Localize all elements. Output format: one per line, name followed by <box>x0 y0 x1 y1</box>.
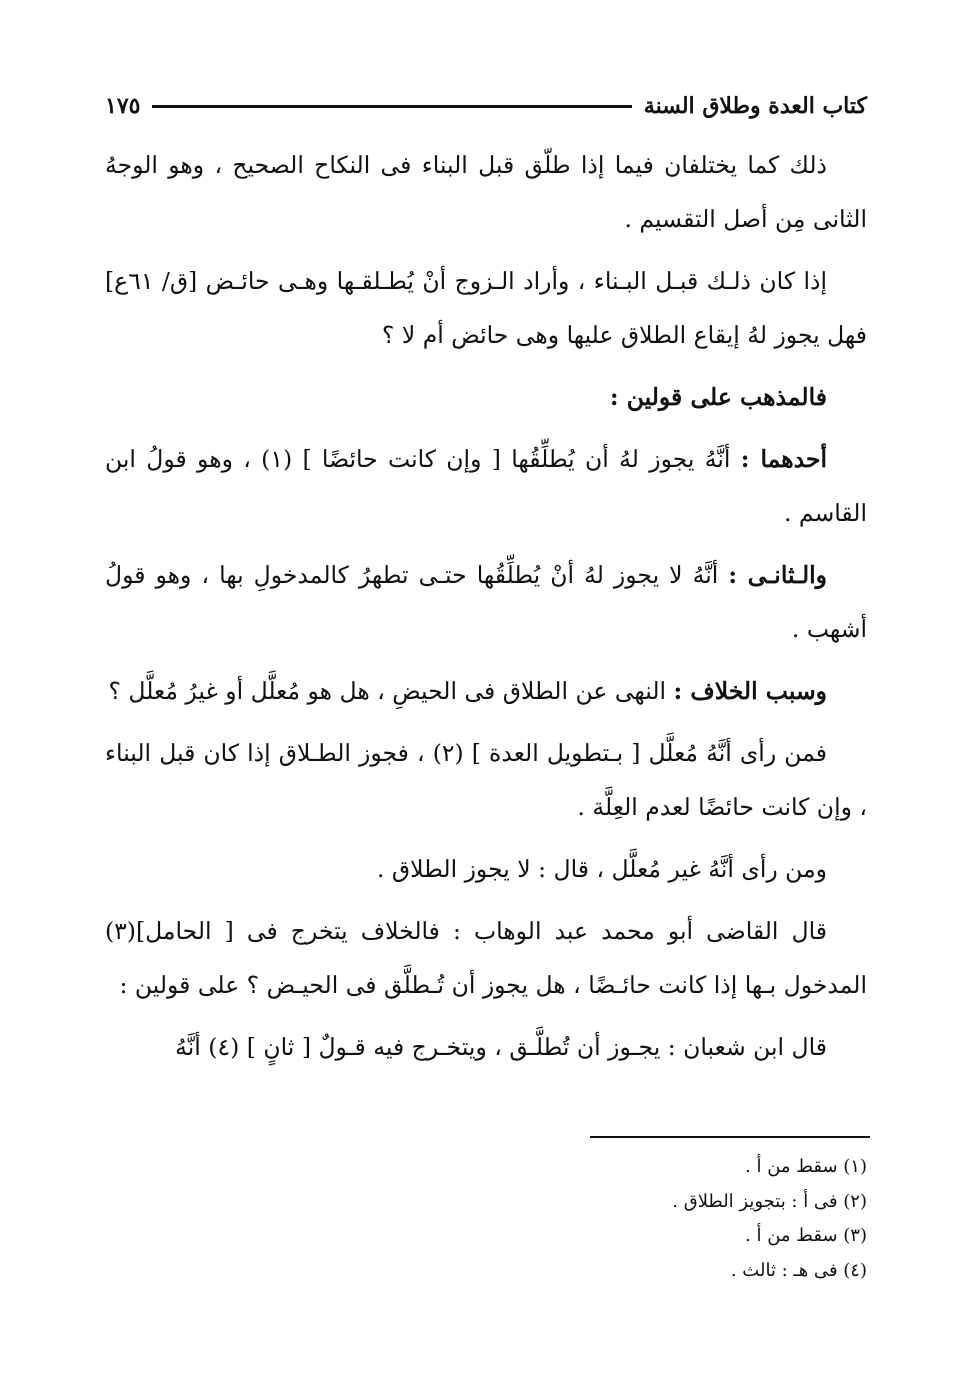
header-rule <box>152 105 631 108</box>
main-text <box>105 138 867 1082</box>
running-header <box>105 86 867 126</box>
paragraph: إذا كان ذلـك قبـل البـناء ، وأراد الـزوج أنْ يُطـلقـها وهـى حائـض [ق/ ٦١ع] فهل يجوز لهُ إيقاع الطلاق عليها وهى حائض أم لا ؟ <box>105 267 867 349</box>
paragraph-lead: والـثانـى : <box>728 561 827 589</box>
book-title: كتاب العدة وطلاق السنة <box>643 93 867 119</box>
page-number: ١٧٥ <box>105 93 141 119</box>
footnotes <box>105 1150 867 1288</box>
paragraph: فمن رأى أنَّهُ مُعلَّل [ بـتطويل العدة ] (٢) ، فجوز الطـلاق إذا كان قبل البناء ، وإن كانت حائضًا لعدم العِلَّة . <box>105 739 867 821</box>
paragraph-lead: وسبب الخلاف : <box>673 677 827 705</box>
footnote: (٣) سقط من أ . <box>745 1225 867 1246</box>
paragraph-lead: أحدهما : <box>740 445 827 473</box>
footnote: (٢) فى أ : بتجويز الطلاق . <box>672 1190 867 1212</box>
paragraph: وسبب الخلاف : النهى عن الطلاق فى الحيضِ ، هل هو مُعلَّل أو غيرُ مُعلَّل ؟ <box>108 677 827 705</box>
paragraph <box>105 370 867 424</box>
paragraph: قال القاضى أبو محمد عبد الوهاب : فالخلاف يتخرج فى [ الحامل](٣) المدخول بـها إذا كانت حائـضًا ، هل يجوز أن تُـطلَّق فى الحيـض ؟ على قولين : <box>105 917 867 999</box>
footnote-separator <box>590 1136 870 1138</box>
footnote: (١) سقط من أ . <box>745 1156 867 1177</box>
footnote: (٤) فى هـ : ثالث . <box>730 1259 867 1281</box>
paragraph: أحدهما : أنَّهُ يجوز لهُ أن يُطلِّقُها [ وإن كانت حائضًا ] (١) ، وهو قولُ ابن القاسم . <box>105 445 867 527</box>
paragraph: ذلك كما يختلفان فيما إذا طلّق قبل البناء فى النكاح الصحيح ، وهو الوجهُ الثانى مِن أصل التقسيم . <box>105 151 867 233</box>
paragraph: ومن رأى أنَّهُ غير مُعلَّل ، قال : لا يجوز الطلاق . <box>376 855 827 883</box>
paragraph: قال ابن شعبان : يجـوز أن تُطلَّـق ، ويتخـرج فيه قـولٌ [ ثانٍ ] (٤) أنَّهُ <box>175 1033 827 1061</box>
paragraph: والـثانـى : أنَّهُ لا يجوز لهُ أنْ يُطلِّقُها حتـى تطهرُ كالمدخولِ بها ، وهو قولُ أشهب . <box>105 561 867 643</box>
paragraph-lead: فالمذهب على قولين : <box>609 383 827 411</box>
